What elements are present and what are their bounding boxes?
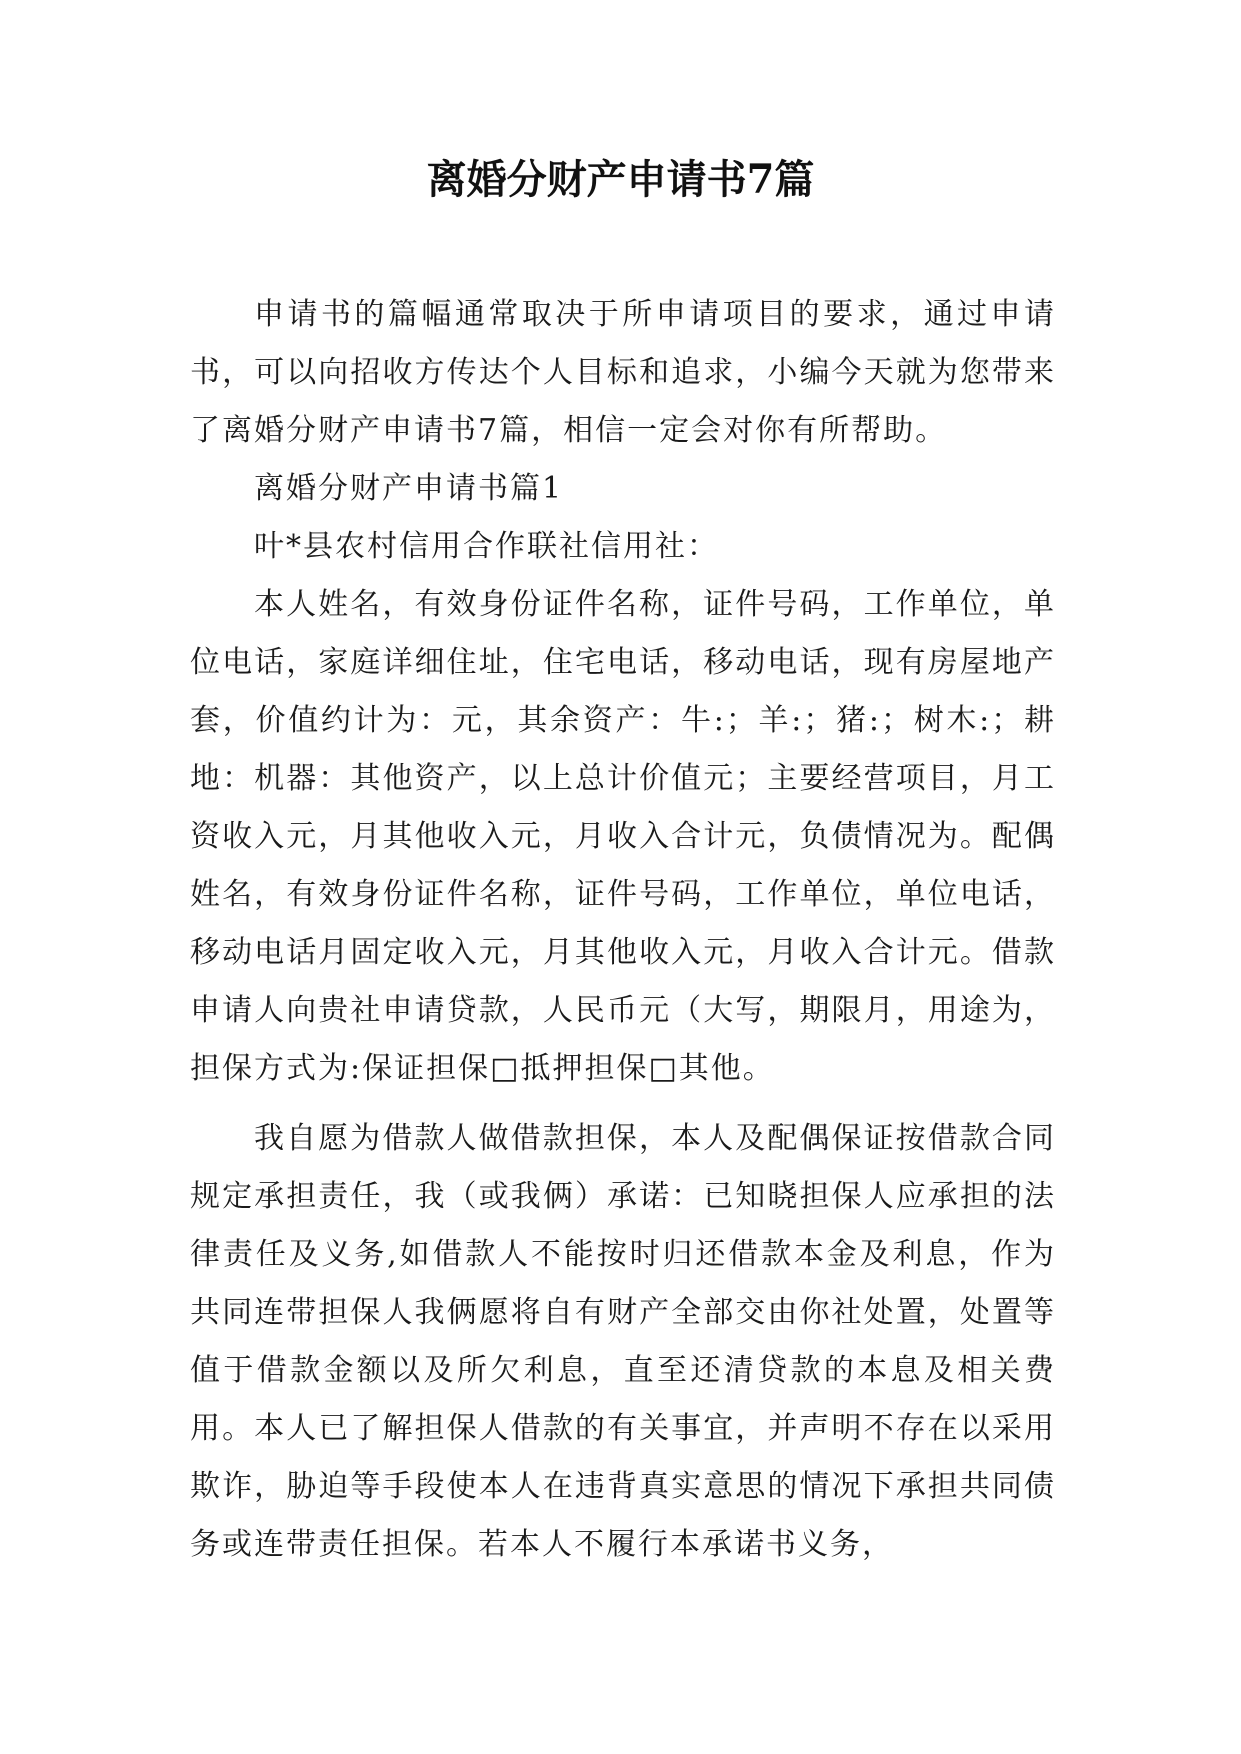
body-paragraph: 本人姓名，有效身份证件名称，证件号码，工作单位，单位电话，家庭详细住址，住宅电话，移动电话，现有房屋地产套，价值约计为：元，其余资产：牛:；羊:；猪:；树木:；耕地：机器：其他资产，以上总计价值元；主要经营项目，月工资收入元，月其他收入元，月收入合计元，负债情况为。配偶姓名，有效身份证件名称，证件号码，工作单位，单位电话，移动电话月固定收入元，月其他收入元，月收入合计元。借款申请人向贵社申请贷款，人民币元（大写，期限月，用途为，担保方式为:保证担保□抵押担保□其他。 — [190, 587, 1056, 1086]
addressee-line: 叶*县农村信用合作联社信用社： — [254, 529, 719, 564]
document-body — [190, 286, 1056, 1574]
body-paragraph: 我自愿为借款人做借款担保，本人及配偶保证按借款合同规定承担责任，我（或我俩）承诺：已知晓担保人应承担的法律责任及义务,如借款人不能按时归还借款本金及利息，作为共同连带担保人我俩愿将自有财产全部交由你社处置，处置等值于借款金额以及所欠利息，直至还清贷款的本息及相关费用。本人已了解担保人借款的有关事宜，并声明不存在以采用欺诈，胁迫等手段使本人在违背真实意思的情况下承担共同债务或连带责任担保。若本人不履行本承诺书义务， — [190, 1121, 1056, 1562]
section-heading: 离婚分财产申请书篇1 — [254, 471, 564, 506]
document-title: 离婚分财产申请书7篇 — [426, 156, 815, 203]
intro-paragraph: 申请书的篇幅通常取决于所申请项目的要求，通过申请书，可以向招收方传达个人目标和追求，小编今天就为您带来了离婚分财产申请书7篇，相信一定会对你有所帮助。 — [190, 297, 1056, 448]
